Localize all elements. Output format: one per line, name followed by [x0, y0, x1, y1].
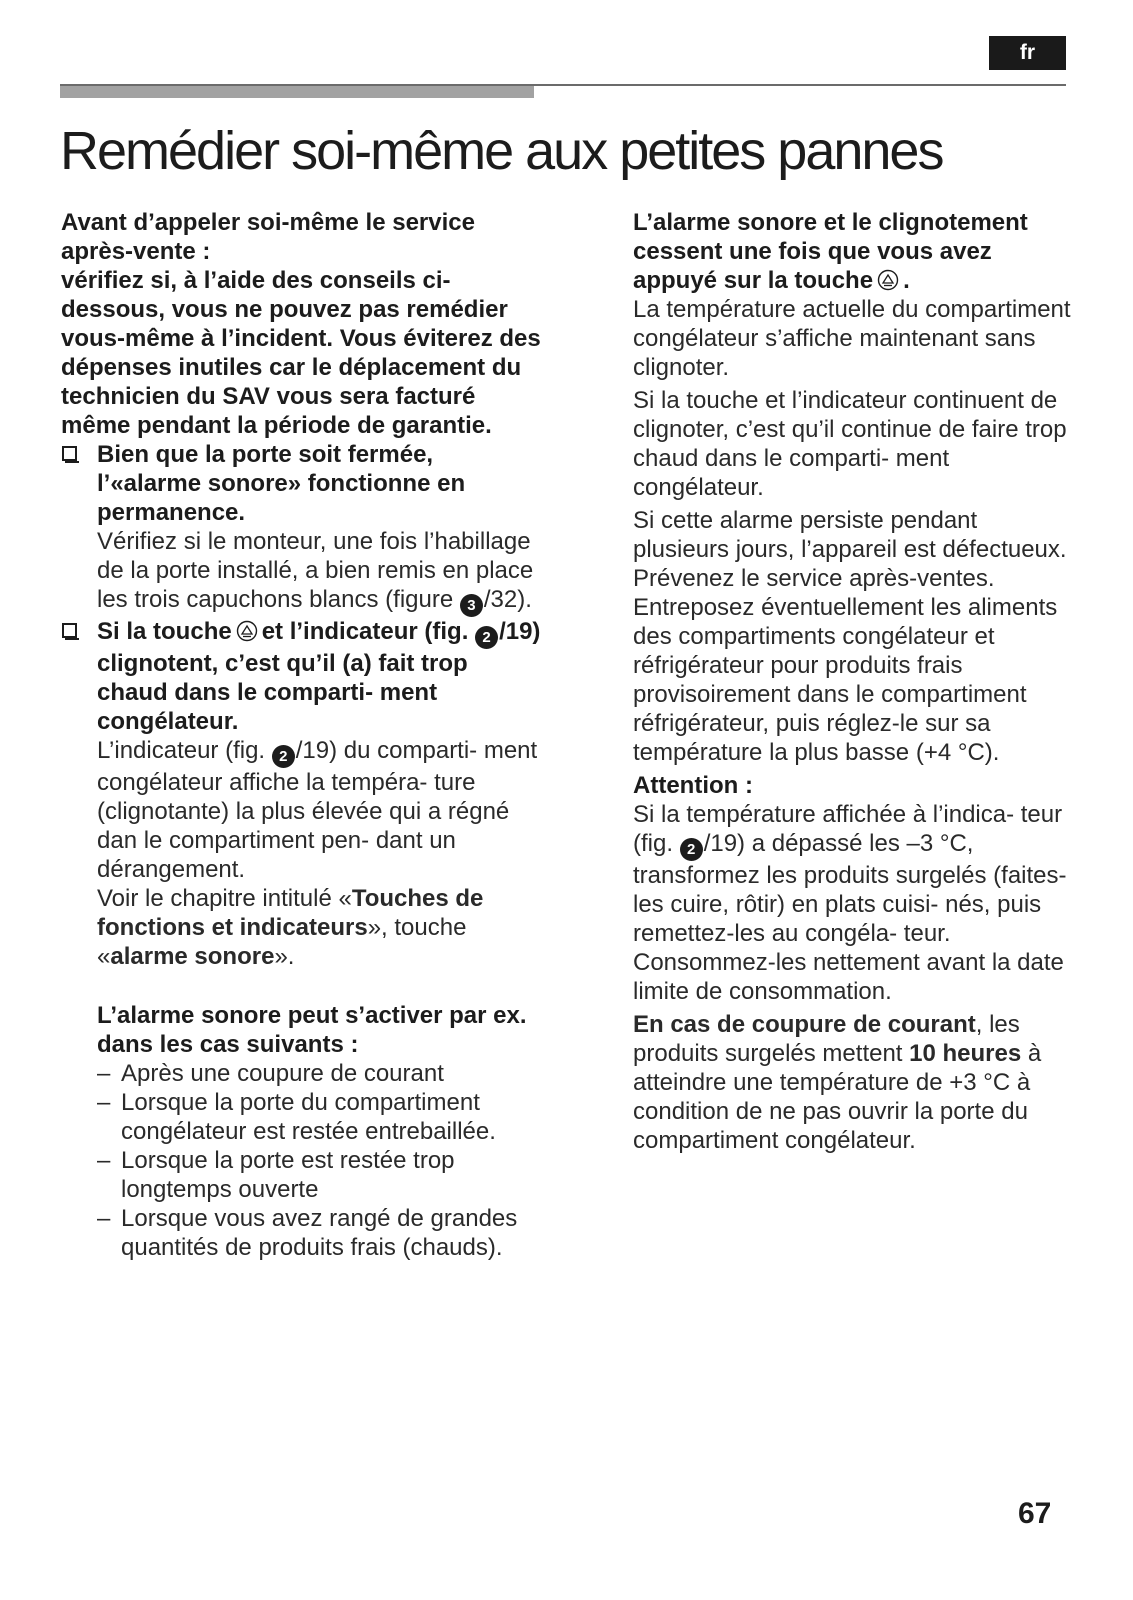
figure-number-badge: 3 [460, 594, 483, 617]
attention-label: Attention : [633, 772, 753, 799]
list-item: – Lorsque vous avez rangé de grandes quantités de produits frais (chauds). [97, 1205, 518, 1261]
figure-number-badge: 2 [680, 838, 703, 861]
paragraph: Entreposez éventuellement les aliments des compartiments congélateur et réfrigérateur pour produits frais provisoirement dans le compartiment réfrigérateur, puis réglez-le sur sa température la plus basse (+4 °C). [633, 594, 1058, 766]
list-item: – Après une coupure de courant [97, 1060, 444, 1087]
bullet-door-alarm [61, 440, 541, 617]
intro-paragraph: Avant d’appeler soi-même le service après-vente : vérifiez si, à l’aide des conseils ci-dessous, vous ne pouvez pas remédier vous-même à l’incident. Vous éviterez des dépenses inutiles car le déplacement du technicien du SAV vous sera facturé même pendant la période de garantie. [61, 209, 541, 439]
bullet-title: Bien que la porte soit fermée, l’«alarme sonore» fonctionne en permanence. [97, 441, 466, 526]
bullet-text: L’indicateur (fig. 2 /19) du comparti- ment congélateur affiche la tempéra- ture (clignotante) la plus élevée qui a régné dan le compartiment pen- dant un dérangement. [97, 737, 538, 883]
left-column [61, 208, 541, 1262]
page-title: Remédier soi-même aux petites pannes [60, 121, 943, 181]
right-column [633, 208, 1073, 1155]
alarm-button-icon [236, 620, 258, 642]
list-item: – Lorsque la porte est restée trop longtemps ouverte [97, 1147, 455, 1203]
paragraph: Si la touche et l’indicateur continuent de clignoter, c’est qu’il continue de faire trop chaud dans le comparti- ment congélateur. [633, 387, 1067, 501]
bullet-indicator-blinking [61, 617, 541, 1262]
checkbox-bullet-icon [61, 617, 97, 646]
paragraph: La température actuelle du compartiment congélateur s’affiche maintenant sans clignoter. [633, 296, 1071, 381]
language-badge: fr [989, 36, 1066, 70]
bullet-title: Si la touche et l’indicateur (fig. 2 /19) clignotent, c’est qu’il (a) fait trop chaud dans le comparti- ment congélateur. [97, 618, 541, 735]
cases-title: L’alarme sonore peut s’activer par ex. dans les cas suivants : [97, 1002, 527, 1058]
alarm-stop-title: L’alarme sonore et le clignotement cessent une fois que vous avez appuyé sur la touche . [633, 209, 1028, 294]
header-rule-accent [60, 86, 534, 98]
see-chapter-text: Voir le chapitre intitulé «Touches de fonctions et indicateurs», touche «alarme sonore». [97, 885, 484, 970]
figure-number-badge: 2 [272, 745, 295, 768]
attention-text: Si la température affichée à l’indica- teur (fig. 2 /19) a dépassé les –3 °C, transformez les produits surgelés (faites-les cuire, rôtir) en plats cuisi- nés, puis remettez-les au congéla- teur. [633, 801, 1067, 947]
power-cut-paragraph: En cas de coupure de courant, les produits surgelés mettent 10 heures à atteindre une température de +3 °C à condition de ne pas ouvrir la porte du compartiment congélateur. [633, 1011, 1042, 1154]
paragraph: Consommez-les nettement avant la date limite de consommation. [633, 949, 1064, 1005]
checkbox-bullet-icon [61, 440, 97, 469]
paragraph: Si cette alarme persiste pendant plusieurs jours, l’appareil est défectueux. Prévenez le service après-ventes. [633, 507, 1067, 592]
bullet-text: Vérifiez si le monteur, une fois l’habillage de la porte installé, a bien remis en place les trois capuchons blancs (figure 3 /32). [97, 527, 541, 617]
page-number: 67 [1018, 1497, 1052, 1530]
figure-number-badge: 2 [475, 626, 498, 649]
list-item: – Lorsque la porte du compartiment congélateur est restée entrebaillée. [97, 1089, 496, 1145]
alarm-button-icon [877, 269, 899, 291]
